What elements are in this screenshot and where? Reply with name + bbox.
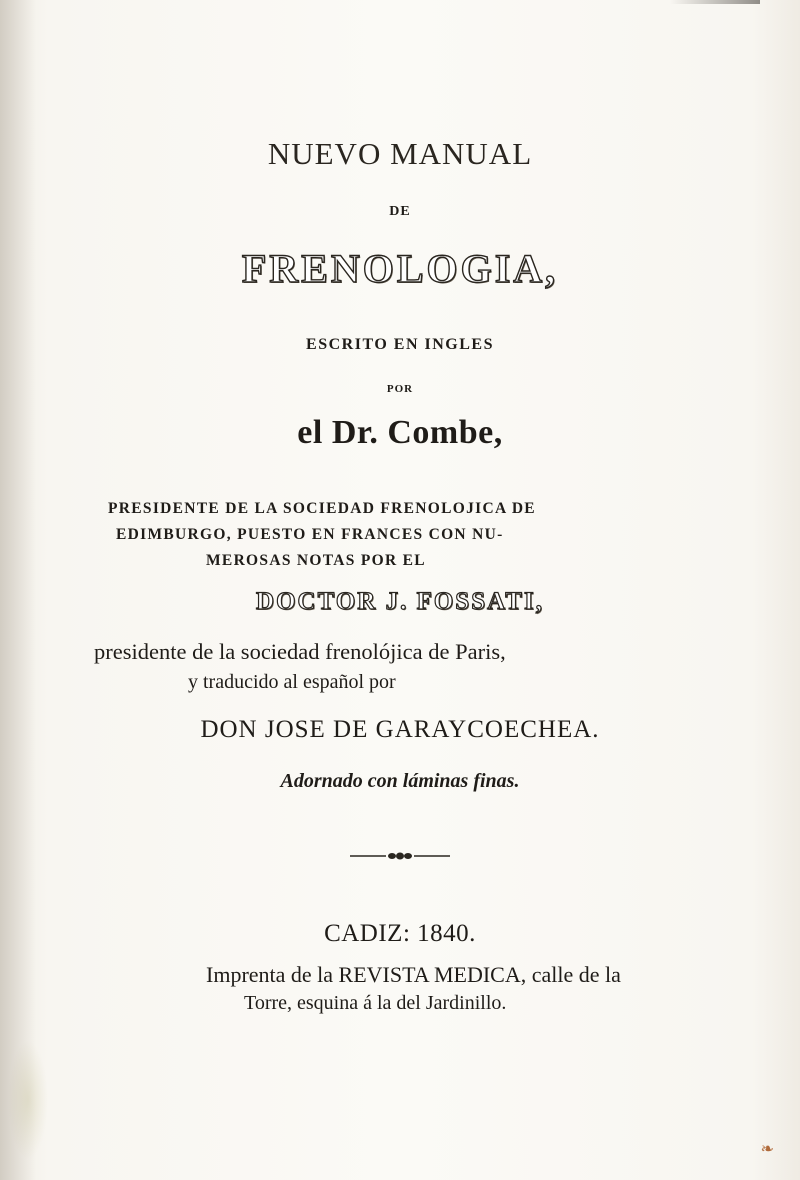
printer-line: Torre, esquina á la del Jardinillo. xyxy=(244,992,507,1014)
editor-name: DOCTOR J. FOSSATI, xyxy=(256,588,544,615)
printer-line: Imprenta de la REVISTA MEDICA, calle de la xyxy=(206,962,621,987)
imprint-place-year: CADIZ: 1840. xyxy=(324,920,476,947)
paper-stain xyxy=(8,1040,48,1160)
title-connector: DE xyxy=(389,204,411,219)
by-line: POR xyxy=(386,383,414,395)
author-description-line: EDIMBURGO, PUESTO EN FRANCES CON NU- xyxy=(116,526,504,543)
illustrations-note: Adornado con láminas finas. xyxy=(280,770,520,792)
author-name: el Dr. Combe, xyxy=(297,414,503,451)
written-in-line: ESCRITO EN INGLES xyxy=(306,336,494,353)
author-description-line: PRESIDENTE DE LA SOCIEDAD FRENOLOJICA DE xyxy=(108,500,536,517)
editor-description: presidente de la sociedad frenolójica de Paris, xyxy=(94,639,506,664)
top-edge-mark xyxy=(670,0,760,4)
translator-name: DON JOSE DE GARAYCOECHEA. xyxy=(200,716,600,743)
corner-mark-icon: ❧ xyxy=(760,1139,774,1158)
translated-by-line: y traducido al español por xyxy=(188,671,396,693)
author-description-line: MEROSAS NOTAS POR EL xyxy=(206,552,426,569)
book-title: NUEVO MANUAL xyxy=(267,136,533,171)
ornamental-divider-icon xyxy=(350,851,450,861)
book-subject: FRENOLOGIA, xyxy=(241,246,559,291)
